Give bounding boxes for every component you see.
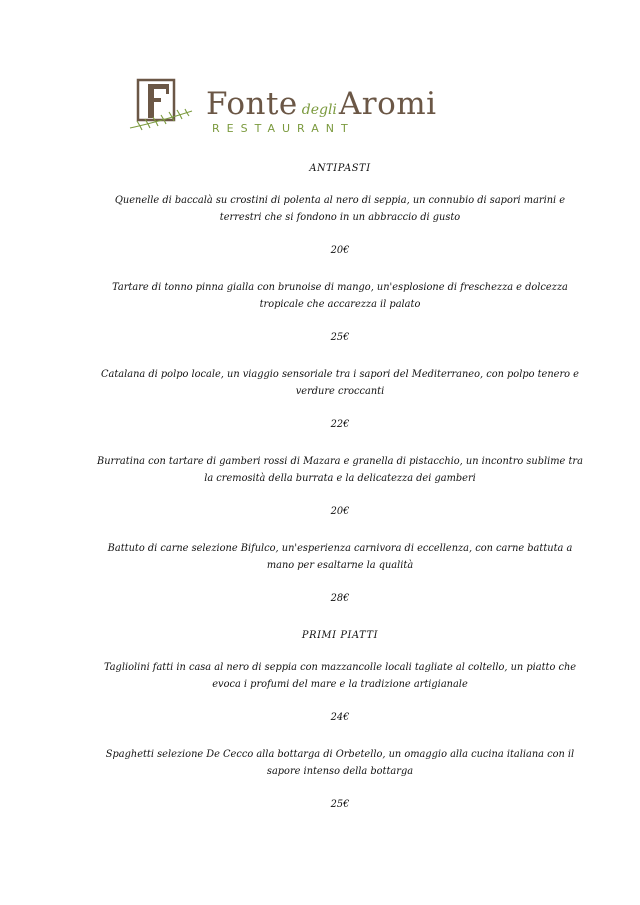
dish-price: 25€: [330, 799, 350, 810]
logo-subtitle: RESTAURANT: [212, 122, 355, 135]
dish-description: Quenelle di baccalà su crostini di polenta al nero di seppia, un connubio di sapori marini e terrestri che si fondono in un abbraccio di gusto: [114, 195, 566, 223]
dish-description: Burratina con tartare di gamberi rossi di Mazara e granella di pistacchio, un incontro sublime tra la cremosità della burrata e la delicatezza dei gamberi: [97, 456, 583, 484]
dish-description: Tartare di tonno pinna gialla con brunoise di mango, un'esplosione di freschezza e dolcezza tropicale che accarezza il palato: [112, 282, 568, 310]
dish-description: Spaghetti selezione De Cecco alla bottarga di Orbetello, un omaggio alla cucina italiana con il sapore intenso della bottarga: [105, 749, 575, 777]
logo-word-aromi: Aromi: [338, 86, 437, 122]
logo-word-fonte: Fonte: [206, 86, 298, 122]
menu-content: [96, 160, 584, 833]
dish-description: Battuto di carne selezione Bifulco, un'esperienza carnivora di eccellenza, con carne battuta a mano per esaltarne la qualità: [107, 543, 573, 571]
dish-price: 22€: [330, 419, 350, 430]
dish-description: Tagliolini fatti in casa al nero di seppia con mazzancolle locali tagliate al coltello, un piatto che evoca i profumi del mare e la tradizione artigianale: [103, 662, 577, 690]
logo-word-degli: degli: [301, 102, 337, 118]
restaurant-logo: [128, 78, 500, 136]
dish-price: 20€: [330, 506, 350, 517]
logo-wordmark: [206, 86, 437, 122]
dish-price: 25€: [330, 332, 350, 343]
dish-price: 20€: [330, 245, 350, 256]
section-antipasti: [96, 160, 584, 607]
section-primi-piatti: [96, 627, 584, 813]
section-title: PRIMI PIATTI: [301, 630, 379, 641]
dish-description: Catalana di polpo locale, un viaggio sensoriale tra i sapori del Mediterraneo, con polpo tenero e verdure croccanti: [101, 369, 579, 397]
section-title: ANTIPASTI: [309, 163, 371, 174]
logo-mark: [128, 78, 194, 134]
dish-price: 28€: [330, 593, 350, 604]
dish-price: 24€: [330, 712, 350, 723]
